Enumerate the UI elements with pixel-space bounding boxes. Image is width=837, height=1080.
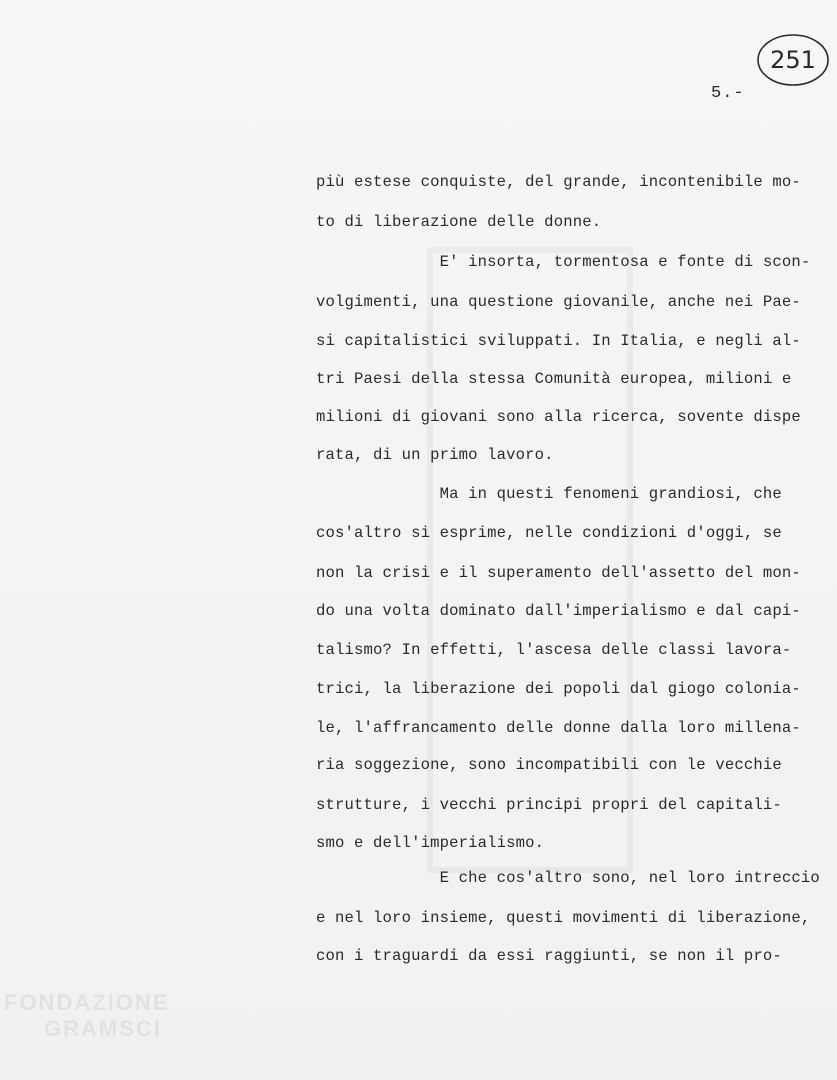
archive-number-text: 251	[770, 46, 816, 74]
text-line: con i traguardi da essi raggiunti, se non il pro-	[316, 947, 782, 965]
fondazione-gramsci-watermark	[4, 990, 219, 1050]
text-line: non la crisi e il superamento dell'assetto del mon-	[316, 564, 801, 582]
text-line: E' insorta, tormentosa e fonte di scon-	[316, 253, 811, 271]
page-number: 5.-	[711, 84, 745, 103]
text-line: si capitalistici sviluppati. In Italia, e negli al-	[316, 332, 801, 350]
watermark-line-2: GRAMSCI	[44, 1016, 162, 1041]
text-line: Ma in questi fenomeni grandiosi, che	[316, 485, 782, 503]
text-line: rata, di un primo lavoro.	[316, 446, 554, 464]
text-line: to di liberazione delle donne.	[316, 213, 602, 231]
text-line: trici, la liberazione dei popoli dal giogo colonia-	[316, 680, 801, 698]
text-line: milioni di giovani sono alla ricerca, sovente dispe	[316, 408, 801, 426]
text-line: E che cos'altro sono, nel loro intreccio	[316, 869, 820, 887]
text-line: le, l'affrancamento delle donne dalla loro millena-	[316, 719, 801, 737]
watermark-line-1: FONDAZIONE	[4, 990, 170, 1015]
text-line: strutture, i vecchi principi propri del capitali-	[316, 796, 782, 814]
text-line: cos'altro si esprime, nelle condizioni d'oggi, se	[316, 524, 782, 542]
text-line: talismo? In effetti, l'ascesa delle classi lavora-	[316, 641, 792, 659]
text-line: tri Paesi della stessa Comunità europea, milioni e	[316, 370, 792, 388]
text-line: e nel loro insieme, questi movimenti di liberazione,	[316, 909, 811, 927]
text-line: ria soggezione, sono incompatibili con le vecchie	[316, 756, 782, 774]
text-line: volgimenti, una questione giovanile, anche nei Pae-	[316, 293, 801, 311]
text-line: do una volta dominato dall'imperialismo e dal capi-	[316, 602, 801, 620]
text-line: smo e dell'imperialismo.	[316, 834, 545, 852]
text-line: più estese conquiste, del grande, incontenibile mo-	[316, 173, 801, 191]
